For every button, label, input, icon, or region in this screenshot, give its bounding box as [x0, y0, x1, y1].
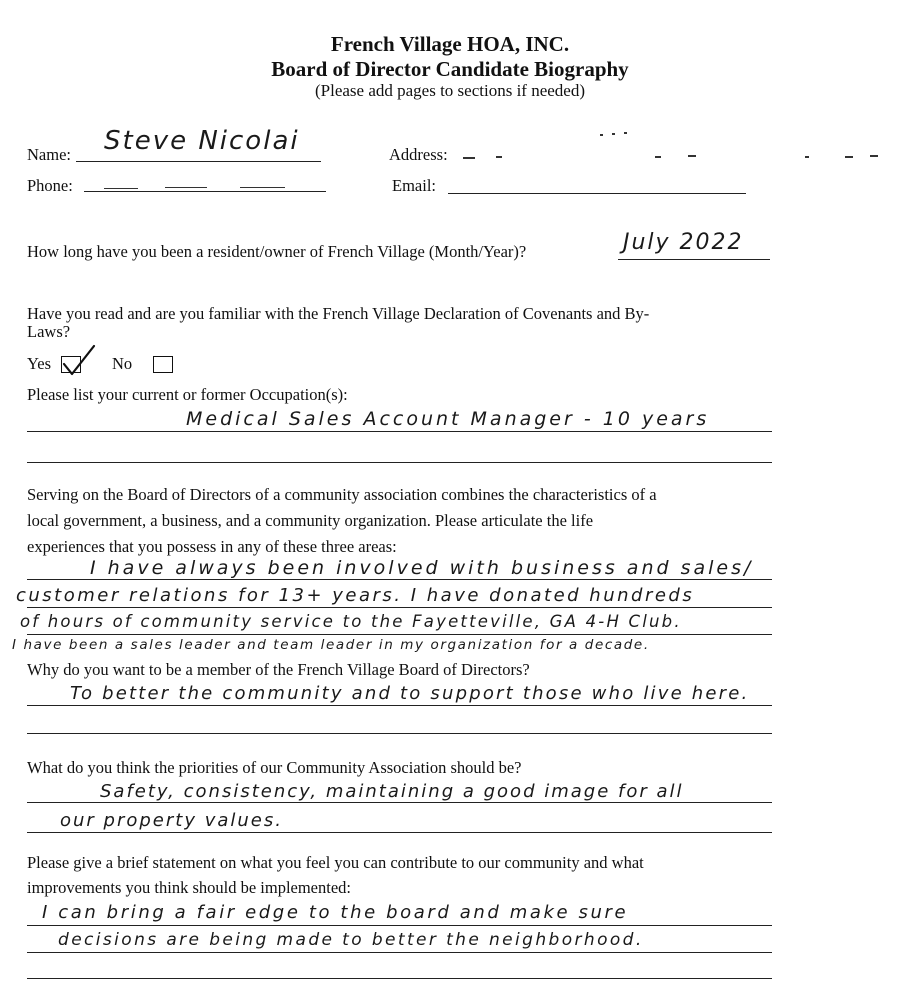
experience-answer-line4[interactable]: I have been a sales leader and team leader in my organization for a decade.: [12, 637, 650, 653]
priorities-line-2: [27, 832, 772, 833]
contribution-line-3: [27, 978, 772, 979]
form-title: Board of Director Candidate Biography: [271, 57, 629, 81]
experience-answer-line3[interactable]: of hours of community service to the Fayetteville, GA 4-H Club.: [20, 612, 682, 631]
why-question: Why do you want to be a member of the French Village Board of Directors?: [27, 660, 530, 679]
priorities-question: What do you think the priorities of our Community Association should be?: [27, 758, 522, 777]
why-answer[interactable]: To better the community and to support those who live here.: [70, 683, 750, 704]
org-title: French Village HOA, INC.: [330, 32, 570, 56]
experience-line-1: [27, 579, 772, 580]
experience-line-2: [27, 607, 772, 608]
occupation-answer[interactable]: Medical Sales Account Manager - 10 years: [186, 408, 710, 430]
experience-line-3: [27, 634, 772, 635]
occupation-line-1: [27, 431, 772, 432]
form-note: (Please add pages to sections if needed): [314, 81, 586, 100]
resident-question: How long have you been a resident/owner of French Village (Month/Year)?: [27, 242, 527, 261]
priorities-answer-line2[interactable]: our property values.: [60, 810, 283, 831]
address-label: Address:: [389, 145, 448, 164]
name-value[interactable]: Steve Nicolai: [104, 126, 300, 156]
why-line-1: [27, 705, 772, 706]
contribution-question-line2: improvements you think should be implemented:: [27, 878, 351, 897]
priorities-line-1: [27, 802, 772, 803]
occupation-line-2: [27, 462, 772, 463]
contribution-answer-line2[interactable]: decisions are being made to better the neighborhood.: [58, 930, 644, 950]
name-label: Name:: [27, 145, 71, 164]
contribution-question-line1: Please give a brief statement on what you feel you can contribute to our community and what: [27, 853, 644, 872]
contribution-line-2: [27, 952, 772, 953]
contribution-line-1: [27, 925, 772, 926]
occupation-question: Please list your current or former Occupation(s):: [27, 385, 348, 404]
experience-answer-line2[interactable]: customer relations for 13+ years. I have donated hundreds: [16, 585, 695, 606]
contribution-answer-line1[interactable]: I can bring a fair edge to the board and make sure: [42, 902, 629, 923]
no-checkbox[interactable]: [153, 356, 173, 373]
email-line: [448, 193, 746, 194]
resident-answer[interactable]: July 2022: [623, 230, 744, 255]
why-line-2: [27, 733, 772, 734]
phone-line: [84, 191, 326, 192]
experience-question-line2: local government, a business, and a community organization. Please articulate the life: [27, 511, 594, 530]
experience-question-line1: Serving on the Board of Directors of a community association combines the characteristics of a: [27, 485, 657, 504]
no-label: No: [112, 354, 133, 373]
experience-answer-line1[interactable]: I have always been involved with business and sales/: [90, 557, 754, 579]
resident-line: [618, 259, 770, 260]
checkmark-icon: [58, 342, 100, 378]
covenants-question-line1: Have you read and are you familiar with the French Village Declaration of Covenants and By-: [27, 304, 650, 323]
phone-label: Phone:: [27, 176, 73, 195]
name-line: [76, 161, 321, 162]
covenants-question-line2: Laws?: [27, 322, 71, 341]
yes-label: Yes: [27, 354, 52, 373]
email-label: Email:: [392, 176, 436, 195]
experience-question-line3: experiences that you possess in any of these three areas:: [27, 537, 397, 556]
priorities-answer-line1[interactable]: Safety, consistency, maintaining a good image for all: [100, 781, 684, 802]
